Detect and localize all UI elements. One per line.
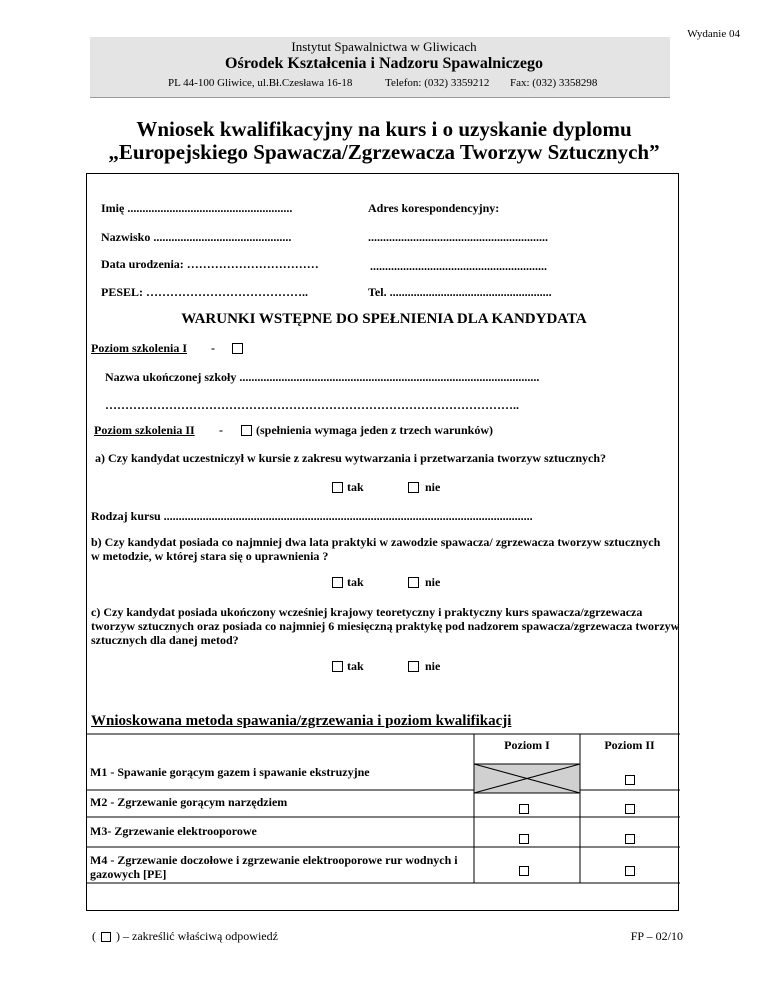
question-b-no-checkbox[interactable] bbox=[408, 577, 419, 588]
question-a-yes-label: tak bbox=[347, 480, 364, 494]
header-divider bbox=[90, 97, 670, 98]
first-name-field[interactable]: Imię ....................................................... bbox=[101, 201, 293, 215]
center-name: Ośrodek Kształcenia i Nadzoru Spawalniczego bbox=[225, 55, 543, 72]
level2-dash: - bbox=[219, 423, 223, 437]
question-c-no-label: nie bbox=[425, 659, 441, 673]
school-name-field[interactable]: Nazwa ukończonej szkoły .................................................................................................... bbox=[105, 370, 540, 384]
footer-legend-open: ( bbox=[92, 929, 96, 943]
form-code: FP – 02/10 bbox=[630, 929, 683, 943]
footer-legend bbox=[92, 929, 278, 944]
phone-text: Telefon: (032) 3359212 bbox=[385, 77, 490, 89]
institute-name: Instytut Spawalnictwa w Gliwicach bbox=[291, 39, 477, 54]
question-c-yes-checkbox[interactable] bbox=[332, 661, 343, 672]
m3-level1-checkbox[interactable] bbox=[519, 834, 529, 844]
question-b-yes-label: tak bbox=[347, 575, 364, 589]
question-b: b) Czy kandydat posiada co najmniej dwa lata praktyki w zawodzie spawacza/ zgrzewacza tworzyw sztucznych w metodzie, w której stara się o uprawnienia ? bbox=[91, 535, 661, 563]
method-m1-label: M1 - Spawanie gorącym gazem i spawanie ekstruzyjne bbox=[90, 765, 370, 779]
question-a-no-label: nie bbox=[425, 480, 441, 494]
address-line2-field[interactable]: ........................................................... bbox=[370, 259, 547, 273]
document-title-line2: „Europejskiego Spawacza/Zgrzewacza Tworzyw Sztucznych” bbox=[108, 140, 660, 164]
school-name-line2[interactable]: ………………………………………………………………………………………….. bbox=[105, 398, 519, 412]
address-text: PL 44-100 Gliwice, ul.Bł.Czesława 16-18 bbox=[168, 77, 353, 89]
level2-note: (spełnienia wymaga jeden z trzech warunków) bbox=[256, 423, 493, 437]
question-b-yes-checkbox[interactable] bbox=[332, 577, 343, 588]
footer-legend-text: ) – zakreślić właściwą odpowiedź bbox=[116, 929, 278, 943]
course-type-field[interactable]: Rodzaj kursu ........................................................................................................................... bbox=[91, 509, 533, 523]
legend-checkbox-icon bbox=[101, 932, 111, 942]
phone-field[interactable]: Tel. ...................................................... bbox=[368, 285, 552, 299]
m2-level2-checkbox[interactable] bbox=[625, 804, 635, 814]
method-m4-label: M4 - Zgrzewanie doczołowe i zgrzewanie elektrooporowe rur wodnych i gazowych [PE] bbox=[90, 853, 458, 881]
column-level1-header: Poziom I bbox=[504, 738, 550, 752]
question-c-yes-label: tak bbox=[347, 659, 364, 673]
question-c: c) Czy kandydat posiada ukończony wcześniej krajowy teoretyczny i praktyczny kurs spawacza/zgrzewacza tworzyw sztucznych oraz posiada co najmniej 6 miesięczną praktykę pod nadzorem spawacza/zgrzewacza tworzyw sztucznych dla danej metod? bbox=[91, 605, 680, 647]
level2-label: Poziom szkolenia II bbox=[94, 423, 195, 437]
m1-level1-unavailable bbox=[474, 764, 580, 793]
level1-dash: - bbox=[211, 341, 215, 355]
birth-date-field[interactable]: Data urodzenia: …………………………… bbox=[101, 257, 319, 271]
question-a: a) Czy kandydat uczestniczył w kursie z zakresu wytwarzania i przetwarzania tworzyw sztucznych? bbox=[95, 451, 607, 465]
address-line1-field[interactable]: ............................................................ bbox=[368, 230, 548, 244]
level2-checkbox[interactable] bbox=[241, 425, 252, 436]
m1-level2-checkbox[interactable] bbox=[625, 775, 635, 785]
m4-level1-checkbox[interactable] bbox=[519, 866, 529, 876]
methods-table-grid bbox=[86, 733, 680, 913]
document-title-line1: Wniosek kwalifikacyjny na kurs i o uzyskanie dyplomu bbox=[136, 117, 632, 141]
question-a-no-checkbox[interactable] bbox=[408, 482, 419, 493]
method-m3-label: M3- Zgrzewanie elektrooporowe bbox=[90, 824, 257, 838]
fax-text: Fax: (032) 3358298 bbox=[510, 77, 598, 89]
question-c-no-checkbox[interactable] bbox=[408, 661, 419, 672]
method-m2-label: M2 - Zgrzewanie gorącym narzędziem bbox=[90, 795, 288, 809]
last-name-field[interactable]: Nazwisko .............................................. bbox=[101, 230, 292, 244]
question-b-no-label: nie bbox=[425, 575, 441, 589]
m3-level2-checkbox[interactable] bbox=[625, 834, 635, 844]
m2-level1-checkbox[interactable] bbox=[519, 804, 529, 814]
conditions-heading: WARUNKI WSTĘPNE DO SPEŁNIENIA DLA KANDYDATA bbox=[181, 311, 587, 327]
level1-checkbox[interactable] bbox=[232, 343, 243, 354]
pesel-field[interactable]: PESEL: ………………………………….. bbox=[101, 285, 309, 299]
level1-label: Poziom szkolenia I bbox=[91, 341, 187, 355]
address-label: Adres korespondencyjny: bbox=[368, 201, 500, 215]
question-a-yes-checkbox[interactable] bbox=[332, 482, 343, 493]
methods-heading: Wnioskowana metoda spawania/zgrzewania i poziom kwalifikacji bbox=[91, 713, 512, 729]
m4-level2-checkbox[interactable] bbox=[625, 866, 635, 876]
column-level2-header: Poziom II bbox=[604, 738, 655, 752]
edition-label: Wydanie 04 bbox=[687, 28, 740, 40]
